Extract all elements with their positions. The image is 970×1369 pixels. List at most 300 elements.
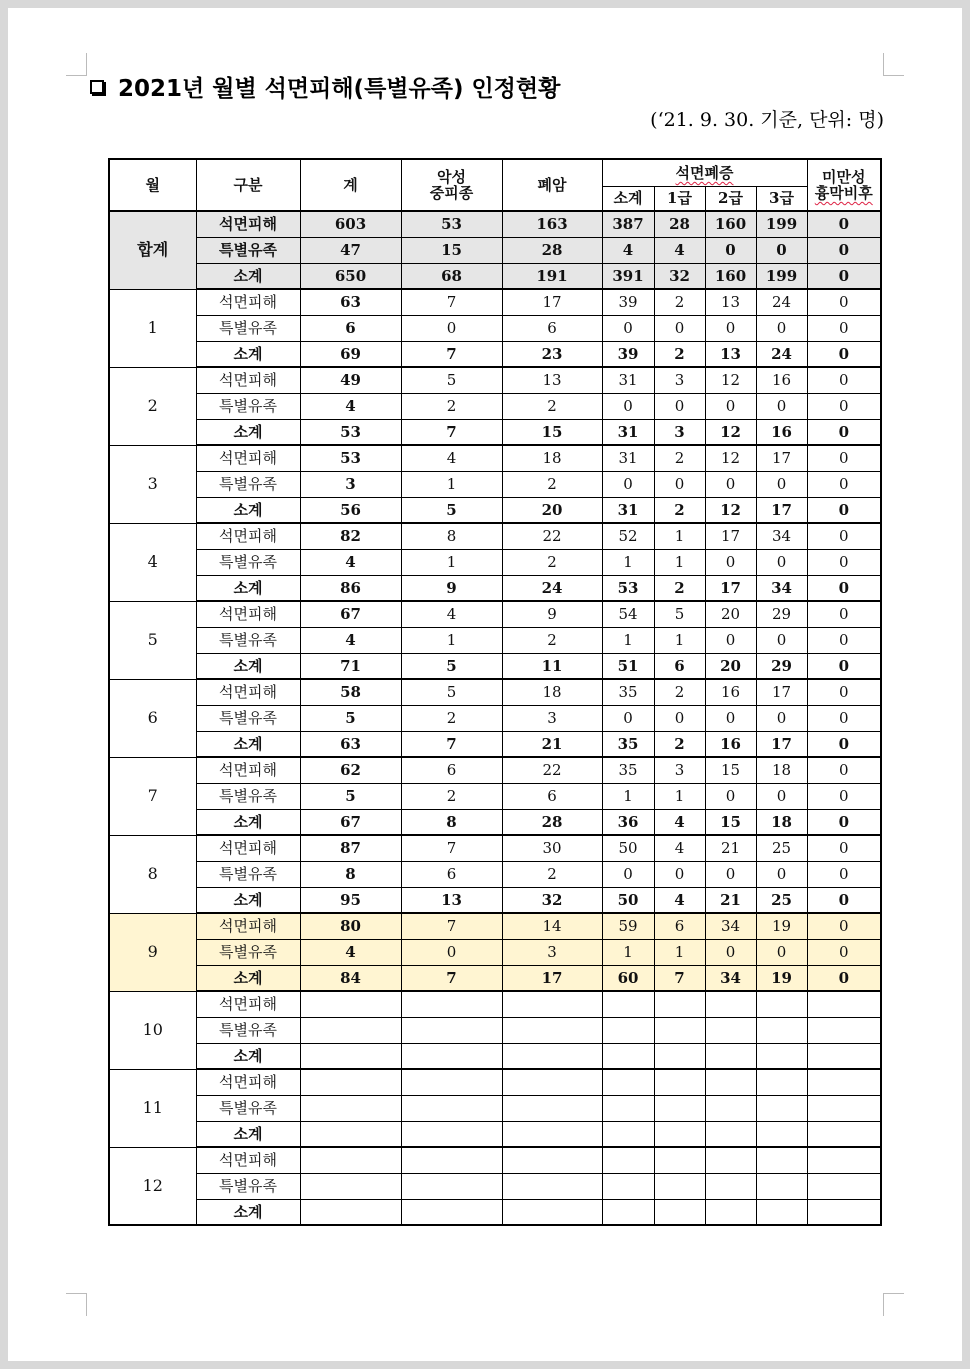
value-cell: 17 (756, 497, 807, 523)
value-cell (502, 1095, 602, 1121)
value-cell: 19 (756, 965, 807, 991)
table-row (109, 341, 881, 367)
table-row (109, 809, 881, 835)
value-cell (502, 1173, 602, 1199)
header-grade-1: 1급 (654, 187, 705, 212)
value-cell: 1 (654, 549, 705, 575)
table-row (109, 497, 881, 523)
value-cell: 51 (602, 653, 654, 679)
value-cell: 60 (602, 965, 654, 991)
value-cell (602, 1173, 654, 1199)
value-cell: 2 (502, 471, 602, 497)
value-cell: 9 (502, 601, 602, 627)
header-month: 월 (109, 159, 196, 211)
table-row (109, 939, 881, 965)
value-cell: 0 (602, 471, 654, 497)
value-cell (705, 1173, 756, 1199)
category-cell: 소계 (196, 809, 300, 835)
month-cell: 8 (109, 835, 196, 913)
value-cell: 0 (401, 315, 502, 341)
value-cell: 0 (807, 419, 881, 445)
value-cell: 2 (502, 627, 602, 653)
category-cell: 특별유족 (196, 393, 300, 419)
crop-mark-top-left (66, 53, 87, 76)
table-row (109, 263, 881, 289)
value-cell (654, 1121, 705, 1147)
value-cell: 53 (401, 211, 502, 237)
value-cell (300, 1147, 401, 1173)
value-cell: 7 (654, 965, 705, 991)
value-cell: 0 (756, 549, 807, 575)
value-cell: 21 (705, 835, 756, 861)
value-cell: 1 (654, 939, 705, 965)
value-cell: 0 (807, 757, 881, 783)
value-cell: 17 (756, 731, 807, 757)
value-cell: 54 (602, 601, 654, 627)
value-cell (756, 1069, 807, 1095)
value-cell: 0 (807, 367, 881, 393)
value-cell: 7 (401, 731, 502, 757)
table-row (109, 1199, 881, 1225)
value-cell: 0 (807, 627, 881, 653)
value-cell: 0 (401, 939, 502, 965)
value-cell: 8 (300, 861, 401, 887)
category-cell: 석면피해 (196, 757, 300, 783)
value-cell (756, 991, 807, 1017)
value-cell: 0 (705, 471, 756, 497)
value-cell: 1 (654, 783, 705, 809)
table-row (109, 913, 881, 939)
table-row (109, 393, 881, 419)
table-row (109, 887, 881, 913)
value-cell: 35 (602, 679, 654, 705)
value-cell (502, 1147, 602, 1173)
value-cell: 0 (807, 445, 881, 471)
value-cell (401, 1017, 502, 1043)
value-cell: 50 (602, 887, 654, 913)
value-cell (654, 1199, 705, 1225)
value-cell: 69 (300, 341, 401, 367)
value-cell: 6 (300, 315, 401, 341)
value-cell: 16 (705, 679, 756, 705)
checkbox-bullet-icon (90, 80, 104, 94)
value-cell (602, 1147, 654, 1173)
value-cell (602, 991, 654, 1017)
value-cell (756, 1199, 807, 1225)
category-cell: 석면피해 (196, 523, 300, 549)
value-cell: 0 (705, 627, 756, 653)
value-cell: 1 (654, 523, 705, 549)
value-cell: 82 (300, 523, 401, 549)
value-cell: 32 (502, 887, 602, 913)
value-cell: 2 (502, 549, 602, 575)
value-cell (502, 1069, 602, 1095)
value-cell: 0 (807, 315, 881, 341)
value-cell (807, 1017, 881, 1043)
value-cell: 18 (502, 679, 602, 705)
value-cell: 6 (502, 315, 602, 341)
value-cell (705, 1043, 756, 1069)
value-cell: 2 (654, 289, 705, 315)
value-cell: 0 (705, 939, 756, 965)
table-row (109, 783, 881, 809)
value-cell: 0 (807, 939, 881, 965)
value-cell (654, 1095, 705, 1121)
value-cell (705, 1017, 756, 1043)
value-cell: 0 (756, 471, 807, 497)
value-cell: 1 (401, 549, 502, 575)
value-cell: 0 (807, 341, 881, 367)
value-cell: 4 (654, 835, 705, 861)
value-cell (300, 1095, 401, 1121)
table-row (109, 419, 881, 445)
value-cell: 0 (807, 679, 881, 705)
month-cell: 12 (109, 1147, 196, 1225)
category-cell: 석면피해 (196, 679, 300, 705)
value-cell: 12 (705, 419, 756, 445)
header-category: 구분 (196, 159, 300, 211)
category-cell: 석면피해 (196, 1147, 300, 1173)
value-cell (300, 1017, 401, 1043)
value-cell: 0 (602, 705, 654, 731)
value-cell (654, 1147, 705, 1173)
value-cell: 0 (807, 653, 881, 679)
value-cell: 68 (401, 263, 502, 289)
value-cell: 71 (300, 653, 401, 679)
value-cell: 12 (705, 497, 756, 523)
value-cell: 2 (502, 861, 602, 887)
value-cell: 0 (807, 913, 881, 939)
category-cell: 석면피해 (196, 835, 300, 861)
value-cell: 15 (705, 809, 756, 835)
value-cell: 32 (654, 263, 705, 289)
category-cell: 소계 (196, 887, 300, 913)
value-cell: 1 (602, 549, 654, 575)
value-cell (502, 1121, 602, 1147)
value-cell: 18 (502, 445, 602, 471)
value-cell (502, 1043, 602, 1069)
value-cell: 25 (756, 887, 807, 913)
value-cell: 67 (300, 601, 401, 627)
value-cell: 0 (807, 263, 881, 289)
value-cell: 17 (705, 575, 756, 601)
value-cell: 0 (756, 627, 807, 653)
value-cell: 0 (807, 497, 881, 523)
value-cell: 7 (401, 913, 502, 939)
statistics-table (108, 158, 882, 1226)
value-cell: 0 (756, 861, 807, 887)
value-cell: 1 (654, 627, 705, 653)
value-cell: 160 (705, 263, 756, 289)
value-cell (401, 1173, 502, 1199)
value-cell (705, 1121, 756, 1147)
category-cell: 특별유족 (196, 939, 300, 965)
table-row (109, 315, 881, 341)
category-cell: 석면피해 (196, 601, 300, 627)
value-cell: 2 (401, 393, 502, 419)
value-cell: 0 (654, 861, 705, 887)
header-pleural-line1: 미만성 (822, 167, 866, 186)
category-cell: 소계 (196, 653, 300, 679)
category-cell: 소계 (196, 731, 300, 757)
value-cell: 2 (502, 393, 602, 419)
value-cell: 199 (756, 211, 807, 237)
value-cell: 16 (756, 367, 807, 393)
value-cell (807, 1121, 881, 1147)
category-cell: 특별유족 (196, 315, 300, 341)
table-row (109, 705, 881, 731)
value-cell: 1 (401, 471, 502, 497)
table-row (109, 861, 881, 887)
category-cell: 석면피해 (196, 913, 300, 939)
value-cell: 0 (756, 705, 807, 731)
value-cell (300, 991, 401, 1017)
category-cell: 소계 (196, 419, 300, 445)
value-cell: 6 (654, 913, 705, 939)
value-cell: 29 (756, 601, 807, 627)
value-cell: 35 (602, 731, 654, 757)
value-cell: 8 (401, 523, 502, 549)
value-cell: 3 (654, 419, 705, 445)
value-cell: 95 (300, 887, 401, 913)
value-cell: 3 (502, 939, 602, 965)
value-cell: 86 (300, 575, 401, 601)
value-cell: 31 (602, 445, 654, 471)
document-page (8, 8, 962, 1361)
value-cell (401, 991, 502, 1017)
value-cell: 0 (602, 315, 654, 341)
value-cell (756, 1121, 807, 1147)
value-cell: 56 (300, 497, 401, 523)
value-cell: 4 (300, 939, 401, 965)
table-row (109, 575, 881, 601)
value-cell: 34 (705, 913, 756, 939)
value-cell: 8 (401, 809, 502, 835)
value-cell: 1 (602, 783, 654, 809)
value-cell: 0 (807, 809, 881, 835)
value-cell: 0 (807, 211, 881, 237)
category-cell: 특별유족 (196, 861, 300, 887)
value-cell: 39 (602, 341, 654, 367)
value-cell: 2 (654, 679, 705, 705)
value-cell (401, 1043, 502, 1069)
value-cell: 36 (602, 809, 654, 835)
crop-mark-bottom-left (66, 1293, 87, 1316)
value-cell: 35 (602, 757, 654, 783)
value-cell: 28 (654, 211, 705, 237)
value-cell: 4 (401, 445, 502, 471)
value-cell: 0 (654, 393, 705, 419)
value-cell: 20 (705, 653, 756, 679)
value-cell (807, 1199, 881, 1225)
value-cell: 4 (654, 237, 705, 263)
value-cell: 49 (300, 367, 401, 393)
value-cell: 21 (502, 731, 602, 757)
value-cell: 29 (756, 653, 807, 679)
value-cell: 80 (300, 913, 401, 939)
category-cell: 특별유족 (196, 783, 300, 809)
table-row (109, 627, 881, 653)
value-cell: 59 (602, 913, 654, 939)
value-cell: 0 (705, 861, 756, 887)
value-cell: 23 (502, 341, 602, 367)
reference-note: (‘21. 9. 30. 기준, 단위: 명) (650, 109, 884, 131)
value-cell: 0 (654, 471, 705, 497)
value-cell: 11 (502, 653, 602, 679)
value-cell: 7 (401, 341, 502, 367)
table-row (109, 1095, 881, 1121)
category-cell: 특별유족 (196, 1095, 300, 1121)
crop-mark-top-right (883, 53, 904, 76)
value-cell: 30 (502, 835, 602, 861)
value-cell: 7 (401, 835, 502, 861)
value-cell (807, 1095, 881, 1121)
value-cell: 4 (654, 809, 705, 835)
value-cell (401, 1147, 502, 1173)
value-cell (300, 1173, 401, 1199)
table-row (109, 1069, 881, 1095)
category-cell: 소계 (196, 575, 300, 601)
table-row (109, 367, 881, 393)
value-cell: 5 (401, 653, 502, 679)
category-cell: 특별유족 (196, 549, 300, 575)
value-cell: 25 (756, 835, 807, 861)
value-cell: 160 (705, 211, 756, 237)
value-cell: 0 (807, 549, 881, 575)
value-cell: 58 (300, 679, 401, 705)
value-cell (654, 1043, 705, 1069)
value-cell: 14 (502, 913, 602, 939)
value-cell: 7 (401, 289, 502, 315)
table-row (109, 237, 881, 263)
table-row (109, 1121, 881, 1147)
value-cell: 53 (602, 575, 654, 601)
value-cell: 34 (756, 575, 807, 601)
value-cell: 39 (602, 289, 654, 315)
value-cell: 20 (705, 601, 756, 627)
value-cell (705, 991, 756, 1017)
value-cell: 0 (705, 705, 756, 731)
value-cell: 3 (654, 757, 705, 783)
value-cell: 50 (602, 835, 654, 861)
value-cell: 0 (756, 393, 807, 419)
value-cell: 5 (401, 497, 502, 523)
category-cell: 특별유족 (196, 1017, 300, 1043)
value-cell: 0 (705, 393, 756, 419)
page-title (90, 70, 560, 103)
value-cell: 0 (756, 237, 807, 263)
value-cell: 2 (654, 731, 705, 757)
value-cell: 18 (756, 809, 807, 835)
month-cell: 합계 (109, 211, 196, 289)
value-cell: 0 (705, 237, 756, 263)
value-cell: 52 (602, 523, 654, 549)
value-cell (300, 1069, 401, 1095)
month-cell: 4 (109, 523, 196, 601)
value-cell: 650 (300, 263, 401, 289)
table-row (109, 1017, 881, 1043)
header-grade-3: 3급 (756, 187, 807, 212)
value-cell (602, 1199, 654, 1225)
value-cell (807, 991, 881, 1017)
header-mesothelioma-line1: 악성 (437, 167, 466, 186)
value-cell (401, 1069, 502, 1095)
value-cell (756, 1043, 807, 1069)
value-cell: 0 (807, 705, 881, 731)
value-cell (807, 1147, 881, 1173)
value-cell: 1 (602, 939, 654, 965)
category-cell: 특별유족 (196, 1173, 300, 1199)
value-cell: 0 (807, 523, 881, 549)
value-cell: 0 (807, 289, 881, 315)
table-row (109, 679, 881, 705)
value-cell: 0 (602, 393, 654, 419)
value-cell: 0 (807, 731, 881, 757)
header-asbestosis: 석면폐증 (602, 159, 807, 187)
category-cell: 소계 (196, 1121, 300, 1147)
value-cell: 5 (654, 601, 705, 627)
value-cell: 47 (300, 237, 401, 263)
value-cell (654, 1017, 705, 1043)
value-cell: 2 (654, 445, 705, 471)
value-cell: 16 (705, 731, 756, 757)
category-cell: 석면피해 (196, 211, 300, 237)
value-cell: 4 (401, 601, 502, 627)
value-cell: 63 (300, 289, 401, 315)
value-cell (502, 1017, 602, 1043)
value-cell (756, 1017, 807, 1043)
value-cell: 31 (602, 419, 654, 445)
month-cell: 6 (109, 679, 196, 757)
value-cell: 1 (602, 627, 654, 653)
value-cell: 0 (756, 939, 807, 965)
value-cell (602, 1069, 654, 1095)
value-cell: 3 (502, 705, 602, 731)
table-row (109, 1043, 881, 1069)
value-cell: 67 (300, 809, 401, 835)
table-row (109, 211, 881, 237)
value-cell: 24 (756, 341, 807, 367)
value-cell: 5 (300, 783, 401, 809)
category-cell: 특별유족 (196, 471, 300, 497)
value-cell: 34 (705, 965, 756, 991)
value-cell: 5 (401, 367, 502, 393)
value-cell: 2 (654, 497, 705, 523)
value-cell: 2 (401, 783, 502, 809)
value-cell (502, 1199, 602, 1225)
month-cell: 1 (109, 289, 196, 367)
value-cell: 4 (300, 549, 401, 575)
value-cell (300, 1043, 401, 1069)
category-cell: 석면피해 (196, 1069, 300, 1095)
category-cell: 석면피해 (196, 367, 300, 393)
value-cell (401, 1095, 502, 1121)
value-cell: 16 (756, 419, 807, 445)
table-row (109, 549, 881, 575)
value-cell: 6 (401, 861, 502, 887)
value-cell: 5 (401, 679, 502, 705)
value-cell (654, 1173, 705, 1199)
category-cell: 석면피해 (196, 289, 300, 315)
value-cell: 34 (756, 523, 807, 549)
value-cell (602, 1095, 654, 1121)
value-cell: 3 (654, 367, 705, 393)
value-cell: 15 (502, 419, 602, 445)
value-cell (756, 1173, 807, 1199)
value-cell (300, 1121, 401, 1147)
header-lung-cancer: 폐암 (502, 159, 602, 211)
value-cell: 0 (807, 783, 881, 809)
